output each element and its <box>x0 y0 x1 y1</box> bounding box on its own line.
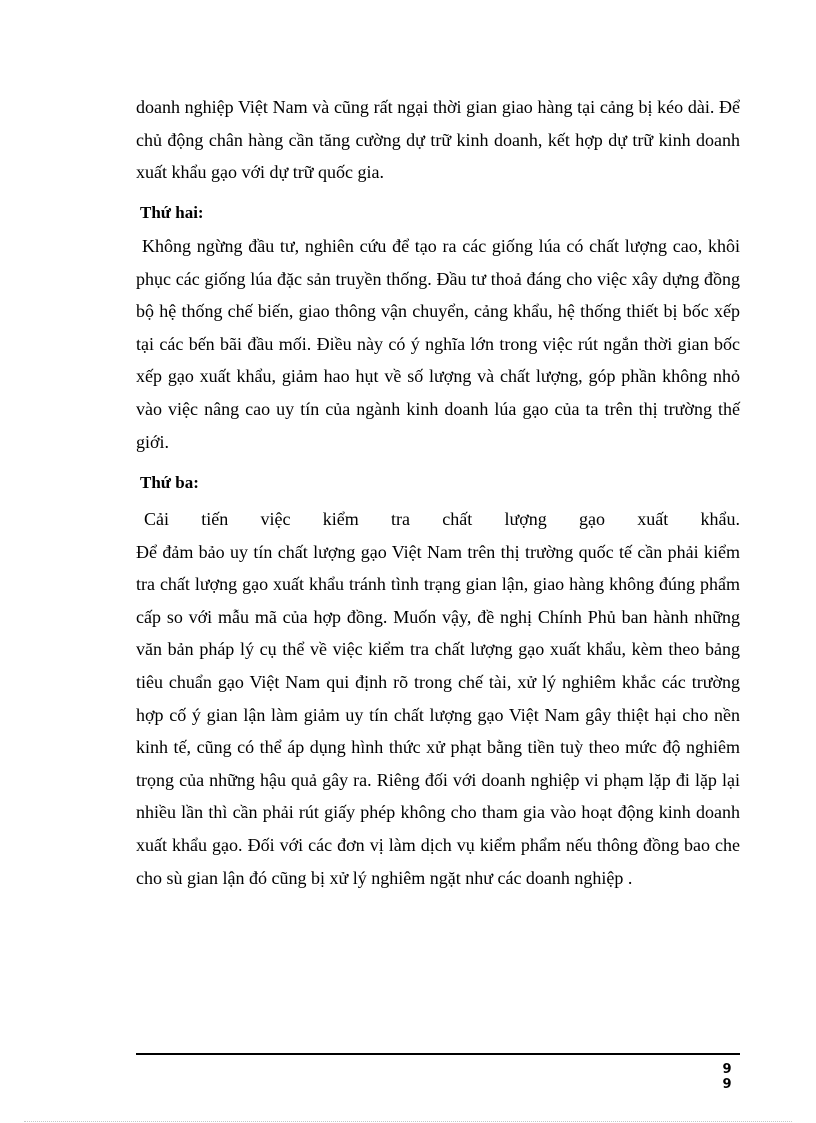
paragraph-thu-hai: Không ngừng đầu tư, nghiên cứu để tạo ra các giống lúa có chất lượng cao, khôi phục các giống lúa đặc sản truyền thống. Đầu tư thoả đáng cho việc xây dựng đồng bộ hệ thống chế biến, giao thông vận chuyển, cảng khẩu, hệ thống thiết bị bốc xếp tại các bến bãi đầu mối. Điều này có ý nghĩa lớn trong việc rút ngắn thời gian bốc xếp gạo xuất khẩu, giảm hao hụt về số lượng và chất lượng, góp phần không nhỏ vào việc nâng cao uy tín của ngành kinh doanh lúa gạo của ta trên thị trường thế giới. <box>136 236 740 452</box>
footer-divider <box>136 1053 740 1055</box>
paragraph-thu-ba-first-line: Cải tiến việc kiểm tra chất lượng gạo xuất khẩu. <box>144 509 740 529</box>
section-heading-thu-ba: Thứ ba: <box>140 473 199 492</box>
page-number-digit-top: 9 <box>722 1062 732 1077</box>
paragraph-continuation: doanh nghiệp Việt Nam và cũng rất ngại thời gian giao hàng tại cảng bị kéo dài. Để chủ động chân hàng cần tăng cường dự trữ kinh doanh, kết hợp dự trữ kinh doanh xuất khẩu gạo với dự trữ quốc gia. <box>136 97 740 183</box>
page-number <box>720 1062 734 1092</box>
paragraph-thu-ba-body: Để đảm bảo uy tín chất lượng gạo Việt Nam trên thị trường quốc tế cần phải kiểm tra chất lượng gạo xuất khẩu tránh tình trạng gian lận, giao hàng không đúng phẩm cấp so với mẫu mã của hợp đồng. Muốn vậy, đề nghị Chính Phủ ban hành những văn bản pháp lý cụ thể về việc kiểm tra chất lượng gạo xuất khẩu, kèm theo bảng tiêu chuẩn gạo Việt Nam qui định rõ trong chế tài, xử lý nghiêm khắc các trường hợp cố ý gian lận làm giảm uy tín chất lượng gạo Việt Nam gây thiệt hại cho nền kinh tế, cũng có thể áp dụng hình thức xử phạt bằng tiền tuỳ theo mức độ nghiêm trọng của những hậu quả gây ra. Riêng đối với doanh nghiệp vi phạm lặp đi lặp lại nhiều lần thì cần phải rút giấy phép không cho tham gia vào hoạt động kinh doanh xuất khẩu gạo. Đối với các đơn vị làm dịch vụ kiểm phẩm nếu thông đồng bao che cho sù gian lận đó cũng bị xử lý nghiêm ngặt như các doanh nghiệp . <box>136 541 740 888</box>
section-heading-thu-hai: Thứ hai: <box>140 203 204 222</box>
page-bottom-edge <box>24 1121 792 1122</box>
paragraph-thu-ba <box>136 503 740 894</box>
page-number-digit-bottom: 9 <box>722 1077 732 1092</box>
